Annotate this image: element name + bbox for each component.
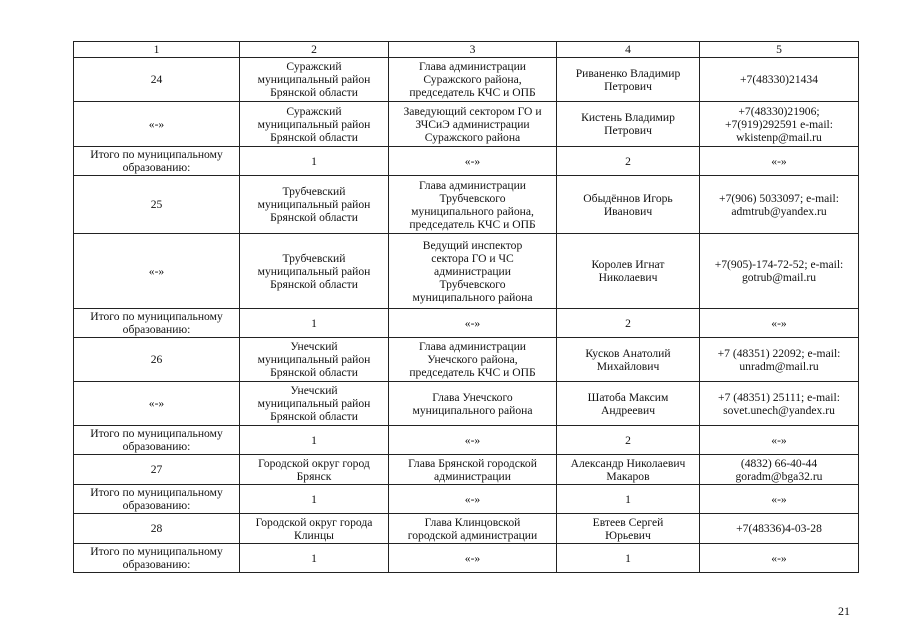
cell-text-line: 2 — [625, 433, 631, 447]
cell-text-line: sovet.unech@yandex.ru — [723, 403, 835, 417]
cell-text-line: 25 — [150, 198, 163, 211]
cell-text-line: Унечский — [290, 384, 338, 397]
cell-text-line: Петрович — [604, 79, 652, 93]
cell-text-line: муниципального района — [412, 290, 533, 304]
cell-text-line: 1 — [625, 492, 631, 506]
table-row — [74, 338, 859, 382]
cell-text-line: wkistenp@mail.ru — [736, 130, 822, 144]
cell-text-line: администрации — [434, 469, 511, 483]
cell-text-line: Заведующий сектором ГО и — [403, 104, 542, 118]
district-cell — [240, 176, 389, 234]
number-cell — [74, 382, 240, 426]
person-cell — [557, 309, 700, 338]
cell-text-line: 1 — [311, 492, 317, 506]
position-cell — [389, 309, 557, 338]
cell-text-line: admtrub@yandex.ru — [731, 204, 827, 218]
cell-text-line: Николаевич — [598, 271, 658, 284]
table-row — [74, 234, 859, 309]
district-cell — [240, 426, 389, 455]
cell-text-line: Обыдённов Игорь — [583, 191, 673, 205]
cell-text-line: Суражский — [286, 104, 342, 118]
cell-text-line: Брянской области — [270, 410, 358, 423]
cell-text-line: «-» — [771, 433, 787, 447]
cell-text-line: Юрьевич — [605, 528, 651, 542]
position-cell — [389, 338, 557, 382]
position-cell — [389, 544, 557, 573]
number-cell — [74, 485, 240, 514]
cell-text-line: 1 — [625, 551, 631, 565]
position-cell — [389, 176, 557, 234]
contact-cell — [700, 58, 859, 102]
number-cell — [74, 58, 240, 102]
person-cell — [557, 426, 700, 455]
cell-text-line: gotrub@mail.ru — [741, 271, 817, 284]
cell-text-line: 2 — [625, 154, 631, 168]
cell-text-line: образованию: — [122, 558, 191, 571]
number-cell — [74, 102, 240, 147]
cell-text-line: «-» — [148, 117, 165, 131]
person-cell — [557, 455, 700, 485]
cell-text-line: Александр Николаевич — [570, 456, 686, 470]
cell-text-line: Брянск — [296, 469, 332, 483]
cell-text-line: Брянской области — [270, 86, 358, 99]
contact-cell — [700, 102, 859, 147]
contact-cell — [700, 338, 859, 382]
number-cell — [74, 426, 240, 455]
cell-text-line: сектора ГО и ЧС — [431, 251, 514, 265]
cell-text-line: Глава администрации — [418, 340, 527, 353]
cell-text-line: unradm@mail.ru — [739, 359, 819, 373]
cell-text-line: Глава Унечского — [432, 390, 513, 404]
cell-text-line: +7 (48351) 22092; e-mail: — [717, 346, 841, 360]
table-row — [74, 544, 859, 573]
person-cell — [557, 338, 700, 382]
cell-text-line: Трубчевский — [282, 251, 346, 265]
cell-text-line: Трубчевский — [282, 185, 346, 198]
district-cell — [240, 102, 389, 147]
number-cell — [74, 338, 240, 382]
number-cell — [74, 544, 240, 573]
cell-text-line: Кистень Владимир — [581, 111, 675, 124]
number-cell — [74, 147, 240, 176]
district-cell — [240, 382, 389, 426]
cell-text-line: «-» — [148, 397, 165, 410]
person-cell — [557, 102, 700, 147]
cell-text-line: Макаров — [606, 469, 650, 483]
district-cell — [240, 338, 389, 382]
district-cell — [240, 309, 389, 338]
cell-text-line: председатель КЧС и ОПБ — [409, 86, 536, 99]
cell-text-line: 27 — [150, 463, 163, 476]
contact-cell — [700, 147, 859, 176]
contact-cell — [700, 309, 859, 338]
number-cell — [74, 176, 240, 234]
cell-text-line: 1 — [311, 154, 317, 168]
cell-text-line: «-» — [771, 492, 787, 506]
cell-text-line: Глава Брянской городской — [408, 456, 537, 470]
person-cell — [557, 485, 700, 514]
contact-cell — [700, 382, 859, 426]
cell-text-line: Суражский — [286, 60, 342, 73]
district-cell — [240, 485, 389, 514]
cell-text-line: Андреевич — [600, 403, 656, 417]
cell-text-line: «-» — [464, 154, 481, 168]
cell-text-line: goradm@bga32.ru — [735, 469, 823, 483]
cell-text-line: Брянской области — [270, 130, 358, 144]
position-cell — [389, 234, 557, 309]
person-cell — [557, 176, 700, 234]
cell-text-line: Михайлович — [596, 359, 660, 373]
cell-text-line: образованию: — [122, 499, 191, 512]
cell-text-line: Ведущий инспектор — [422, 238, 523, 252]
contact-cell — [700, 455, 859, 485]
header-cell-5: 5 — [700, 42, 859, 58]
cell-text-line: Риваненко Владимир — [575, 66, 681, 80]
number-cell — [74, 455, 240, 485]
number-cell — [74, 309, 240, 338]
cell-text-line: Иванович — [603, 204, 653, 218]
cell-text-line: Унечского района, — [427, 353, 518, 366]
position-cell — [389, 58, 557, 102]
position-cell — [389, 426, 557, 455]
table-body — [74, 58, 859, 573]
cell-text-line: муниципальный район — [257, 198, 371, 211]
cell-text-line: +7(919)292591 e-mail: — [725, 117, 833, 131]
cell-text-line: Итого по муниципальному — [90, 310, 223, 323]
cell-text-line: +7(48330)21434 — [739, 73, 819, 86]
person-cell — [557, 382, 700, 426]
position-cell — [389, 485, 557, 514]
position-cell — [389, 102, 557, 147]
number-cell — [74, 514, 240, 544]
cell-text-line: +7(48336)4-03-28 — [736, 522, 822, 535]
cell-text-line: муниципальный район — [257, 264, 371, 278]
district-cell — [240, 455, 389, 485]
table-row — [74, 147, 859, 176]
cell-text-line: администрации — [434, 264, 511, 278]
cell-text-line: +7(905)-174-72-52; e-mail: — [714, 258, 844, 271]
table-header — [74, 42, 859, 58]
cell-text-line: Итого по муниципальному — [90, 545, 223, 558]
table-row — [74, 426, 859, 455]
cell-text-line: Суражского района — [424, 130, 521, 144]
header-cell-3: 3 — [389, 42, 557, 58]
header-cell-4: 4 — [557, 42, 700, 58]
cell-text-line: председатель КЧС и ОПБ — [409, 366, 536, 379]
cell-text-line: Суражского района, — [423, 73, 522, 86]
cell-text-line: «-» — [148, 264, 165, 278]
cell-text-line: Брянской области — [270, 211, 358, 224]
table-row — [74, 514, 859, 544]
district-cell — [240, 147, 389, 176]
position-cell — [389, 514, 557, 544]
cell-text-line: (4832) 66-40-44 — [740, 456, 818, 470]
cell-text-line: образованию: — [122, 440, 191, 453]
cell-text-line: муниципальный район — [257, 73, 371, 86]
header-row — [74, 42, 859, 58]
cell-text-line: «-» — [771, 154, 787, 168]
person-cell — [557, 147, 700, 176]
contact-cell — [700, 514, 859, 544]
table-row — [74, 382, 859, 426]
cell-text-line: Клинцы — [294, 528, 334, 542]
cell-text-line: +7(906) 5033097; e-mail: — [719, 191, 839, 205]
district-cell — [240, 234, 389, 309]
cell-text-line: образованию: — [122, 161, 191, 174]
contact-cell — [700, 544, 859, 573]
cell-text-line: 28 — [150, 522, 163, 535]
cell-text-line: Глава администрации — [418, 60, 527, 73]
header-cell-2: 2 — [240, 42, 389, 58]
cell-text-line: Брянской области — [270, 366, 358, 379]
district-cell — [240, 514, 389, 544]
position-cell — [389, 455, 557, 485]
cell-text-line: муниципальный район — [257, 117, 371, 131]
page-number: 21 — [838, 604, 850, 618]
person-cell — [557, 514, 700, 544]
cell-text-line: Унечский — [290, 340, 338, 353]
cell-text-line: 24 — [150, 73, 163, 86]
table-row — [74, 485, 859, 514]
cell-text-line: Итого по муниципальному — [90, 148, 223, 161]
header-cell-1: 1 — [74, 42, 240, 58]
cell-text-line: 2 — [625, 316, 631, 330]
cell-text-line: 1 — [311, 316, 317, 330]
table-row — [74, 309, 859, 338]
cell-text-line: образованию: — [122, 323, 191, 336]
cell-text-line: +7 (48351) 25111; e-mail: — [718, 390, 840, 404]
cell-text-line: Трубчевского — [439, 191, 506, 205]
cell-text-line: муниципальный район — [257, 397, 371, 410]
contact-cell — [700, 176, 859, 234]
cell-text-line: Городской округ города — [255, 515, 373, 529]
position-cell — [389, 382, 557, 426]
cell-text-line: «-» — [771, 551, 787, 565]
contact-cell — [700, 234, 859, 309]
cell-text-line: 1 — [311, 551, 317, 565]
person-cell — [557, 234, 700, 309]
number-cell — [74, 234, 240, 309]
cell-text-line: +7(48330)21906; — [738, 104, 820, 118]
table-row — [74, 455, 859, 485]
cell-text-line: Шатоба Максим — [587, 390, 669, 404]
table-row — [74, 58, 859, 102]
cell-text-line: 1 — [311, 433, 317, 447]
cell-text-line: Кусков Анатолий — [585, 346, 671, 360]
person-cell — [557, 58, 700, 102]
contacts-table — [73, 41, 859, 573]
cell-text-line: Глава администрации — [418, 178, 527, 192]
district-cell — [240, 58, 389, 102]
cell-text-line: «-» — [464, 316, 481, 330]
cell-text-line: председатель КЧС и ОПБ — [409, 217, 536, 231]
cell-text-line: муниципальный район — [257, 353, 371, 366]
table-row — [74, 176, 859, 234]
position-cell — [389, 147, 557, 176]
cell-text-line: ЗЧСиЭ администрации — [415, 117, 530, 131]
cell-text-line: муниципального района, — [411, 204, 534, 218]
cell-text-line: Евтеев Сергей — [592, 515, 664, 529]
cell-text-line: Городской округ город — [258, 456, 370, 470]
cell-text-line: Трубчевского — [439, 277, 506, 291]
contact-cell — [700, 485, 859, 514]
cell-text-line: муниципального района — [412, 403, 533, 417]
cell-text-line: «-» — [771, 316, 787, 330]
cell-text-line: «-» — [464, 433, 481, 447]
cell-text-line: Петрович — [604, 124, 652, 137]
cell-text-line: городской администрации — [407, 528, 538, 542]
cell-text-line: 26 — [150, 353, 163, 366]
district-cell — [240, 544, 389, 573]
cell-text-line: Королев Игнат — [591, 258, 665, 271]
cell-text-line: Глава Клинцовской — [424, 515, 521, 529]
cell-text-line: «-» — [464, 551, 481, 565]
cell-text-line: «-» — [464, 492, 481, 506]
person-cell — [557, 544, 700, 573]
table-row — [74, 102, 859, 147]
cell-text-line: Итого по муниципальному — [90, 486, 223, 499]
contact-cell — [700, 426, 859, 455]
cell-text-line: Брянской области — [270, 277, 358, 291]
cell-text-line: Итого по муниципальному — [90, 427, 223, 440]
